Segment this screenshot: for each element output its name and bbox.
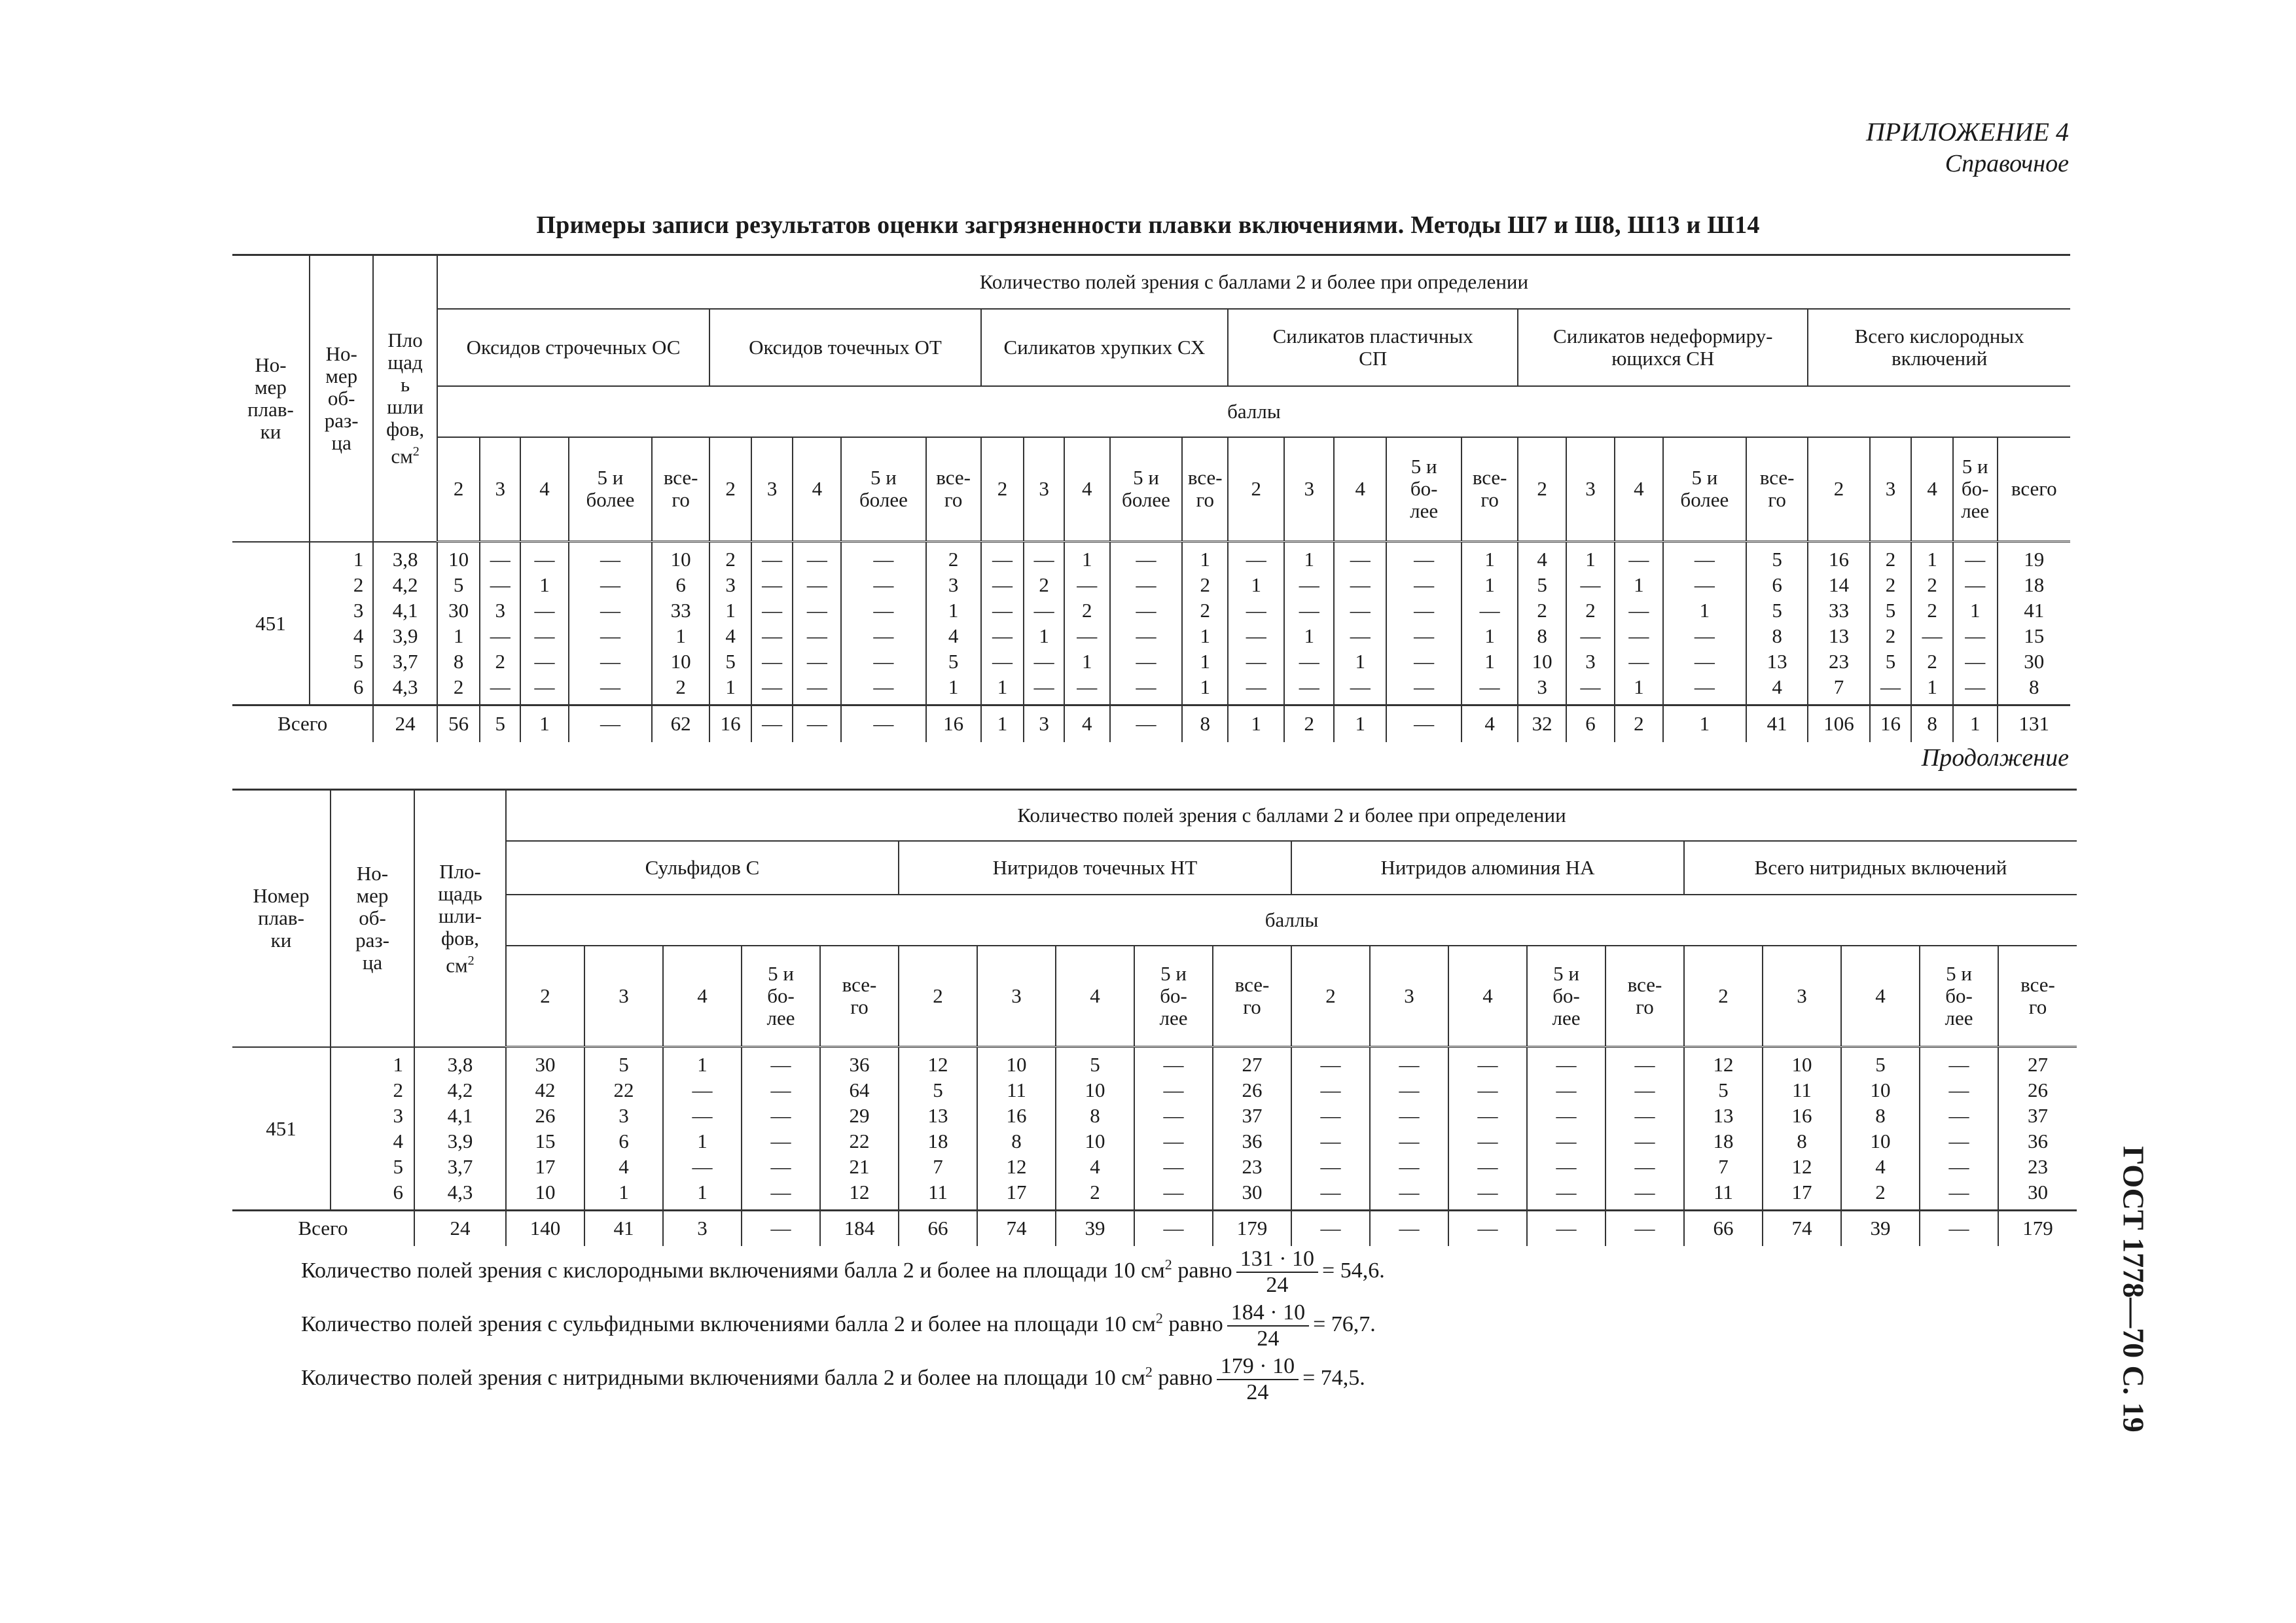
score-column-header: все- го <box>926 437 981 542</box>
side-document-code <box>2094 1142 2173 1436</box>
score-column-header: 5 и бо- лее <box>742 946 820 1047</box>
score-column-header: 3 <box>1024 437 1064 542</box>
data-column-cell: — — — — — — <box>841 542 925 705</box>
data-column-cell: 10 5 30 1 8 2 <box>437 542 480 705</box>
score-column-header: 3 <box>584 946 663 1047</box>
score-column-header: все- го <box>1462 437 1518 542</box>
data-column-cell: 1 — — 1 — — <box>1284 542 1334 705</box>
score-column-header: 2 <box>1228 437 1284 542</box>
score-column-header: 5 и бо- лее <box>1386 437 1462 542</box>
total-value-cell: — <box>1291 1211 1370 1246</box>
total-value-cell: 1 <box>520 705 569 742</box>
total-value-cell: — <box>569 705 652 742</box>
data-column-cell: 27 26 37 36 23 30 <box>1213 1047 1291 1211</box>
sample-number-header: Но- мер об- раз- ца <box>310 255 373 542</box>
table2 <box>232 789 2077 1246</box>
data-column-cell: 19 18 41 15 30 8 <box>1998 542 2070 705</box>
score-column-header: все- го <box>1605 946 1684 1047</box>
total-value-cell: 41 <box>1746 705 1808 742</box>
score-column-header: все- го <box>652 437 709 542</box>
total-value-cell: 1 <box>1334 705 1386 742</box>
total-value-cell: 184 <box>820 1211 899 1246</box>
data-column-cell: — — 3 — 2 — <box>480 542 520 705</box>
total-value-cell: 16 <box>709 705 751 742</box>
data-column-cell: — — — — — — <box>1527 1047 1605 1211</box>
data-column-cell: — — — — — — <box>1448 1047 1527 1211</box>
total-value-cell: 66 <box>1684 1211 1763 1246</box>
scores-header: баллы <box>506 895 2077 946</box>
score-column-header: 5 и бо- лее <box>1920 946 1998 1047</box>
data-column-cell: 1 — 2 — 3 — <box>1566 542 1615 705</box>
section-area-header: Пло- щадь шли- фов, $см^2$ <box>414 790 506 1047</box>
data-column-cell: — 1 — — — — <box>520 542 569 705</box>
inclusion-group-header: Нитридов точечных НТ <box>899 841 1291 895</box>
total-value-cell: 1 <box>1953 705 1998 742</box>
score-column-header: все- го <box>1998 946 2077 1047</box>
note-text: Количество полей зрения с сульфидными включениями балла 2 и более на площади 10 $см^2$ равно <box>301 1310 1223 1336</box>
data-column-cell: 12 5 13 18 7 11 <box>1684 1047 1763 1211</box>
total-value-cell: — <box>1448 1211 1527 1246</box>
calculation-note <box>301 1247 1385 1298</box>
scores-header: баллы <box>437 386 2070 437</box>
data-column-cell: 2 3 1 4 5 1 <box>709 542 751 705</box>
score-column-header: 5 и бо- лее <box>1953 437 1998 542</box>
total-value-cell: — <box>1370 1211 1448 1246</box>
data-column-cell: 30 42 26 15 17 10 <box>506 1047 584 1211</box>
total-value-cell: 2 <box>1284 705 1334 742</box>
total-area-cell: 24 <box>373 705 437 742</box>
total-value-cell: 2 <box>1615 705 1663 742</box>
note-fraction <box>1236 1247 1318 1298</box>
score-column-header: 2 <box>899 946 977 1047</box>
total-label-cell: Всего <box>232 705 373 742</box>
data-column-cell: — — — — — — <box>1291 1047 1370 1211</box>
fraction-numerator: 184 · 10 <box>1227 1300 1309 1327</box>
side-code-text: ГОСТ 1778—70 С. 19 <box>2117 1146 2151 1433</box>
total-value-cell: 62 <box>652 705 709 742</box>
total-value-cell: — <box>793 705 841 742</box>
total-value-cell: 56 <box>437 705 480 742</box>
data-column-cell: — — — — — — <box>1134 1047 1213 1211</box>
inclusion-group-header: Силикатов хрупких СХ <box>981 309 1228 386</box>
score-column-header: 2 <box>437 437 480 542</box>
total-value-cell: 3 <box>1024 705 1064 742</box>
total-value-cell: 1 <box>1228 705 1284 742</box>
data-column-cell: 1 — 2 — 1 — <box>1064 542 1110 705</box>
data-column-cell: — — — — — — <box>1920 1047 1998 1211</box>
data-column-cell: — — — — — — <box>1605 1047 1684 1211</box>
score-column-header: 2 <box>1808 437 1869 542</box>
data-column-cell: 4 5 2 8 10 3 <box>1518 542 1566 705</box>
score-column-header: 5 и более <box>569 437 652 542</box>
total-value-cell: 16 <box>926 705 981 742</box>
appendix-header <box>1866 116 2069 179</box>
data-column-cell: — — — — — — <box>793 542 841 705</box>
score-column-header: 2 <box>1291 946 1370 1047</box>
inclusion-group-header: Силикатов пластичных СП <box>1228 309 1518 386</box>
score-column-header: 3 <box>751 437 793 542</box>
data-column-cell: — — 1 — — — <box>1663 542 1746 705</box>
data-column-cell: 2 2 5 2 5 — <box>1870 542 1912 705</box>
total-value-cell: 74 <box>977 1211 1056 1246</box>
data-column-cell: 10 11 16 8 12 17 <box>1763 1047 1841 1211</box>
melt-number-cell: 451 <box>232 542 310 705</box>
sample-number-header: Но- мер об- раз- ца <box>331 790 414 1047</box>
total-value-cell: 8 <box>1182 705 1228 742</box>
score-column-header: 3 <box>1566 437 1615 542</box>
data-column-cell: 2 3 1 4 5 1 <box>926 542 981 705</box>
data-column-cell: — — 1 — — — <box>1953 542 1998 705</box>
sample-numbers-cell: 1 2 3 4 5 6 <box>310 542 373 705</box>
fraction-denominator: 24 <box>1246 1380 1269 1404</box>
data-column-cell: 5 10 8 10 4 2 <box>1056 1047 1134 1211</box>
score-column-header: всего <box>1998 437 2070 542</box>
fields-count-group-header: Количество полей зрения с баллами 2 и более при определении <box>437 255 2070 309</box>
total-value-cell: 39 <box>1841 1211 1920 1246</box>
section-areas-cell: 3,8 4,2 4,1 3,9 3,7 4,3 <box>373 542 437 705</box>
score-column-header: 2 <box>709 437 751 542</box>
data-column-cell: 1 — — 1 — 1 <box>663 1047 742 1211</box>
score-column-header: 5 и более <box>1110 437 1183 542</box>
note-result: = 76,7. <box>1313 1311 1376 1336</box>
total-value-cell: 1 <box>1663 705 1746 742</box>
total-value-cell: — <box>1605 1211 1684 1246</box>
data-column-cell: — — — — 1 — <box>1334 542 1386 705</box>
total-value-cell: 3 <box>663 1211 742 1246</box>
data-column-cell: — — — — — — <box>742 1047 820 1211</box>
total-value-cell: — <box>1134 1211 1213 1246</box>
total-value-cell: 66 <box>899 1211 977 1246</box>
data-column-cell: — 1 — — — 1 <box>1615 542 1663 705</box>
total-label-cell: Всего <box>232 1211 414 1246</box>
data-column-cell: — — — — — — <box>751 542 793 705</box>
fraction-denominator: 24 <box>1266 1273 1289 1297</box>
inclusion-group-header: Силикатов недеформиру- ющихся СН <box>1518 309 1808 386</box>
score-column-header: все- го <box>1746 437 1808 542</box>
total-value-cell: 74 <box>1763 1211 1841 1246</box>
score-column-header: 2 <box>506 946 584 1047</box>
score-column-header: все- го <box>1182 437 1228 542</box>
sample-numbers-cell: 1 2 3 4 5 6 <box>331 1047 414 1211</box>
score-column-header: 3 <box>1870 437 1912 542</box>
data-column-cell: 5 22 3 6 4 1 <box>584 1047 663 1211</box>
total-value-cell: 179 <box>1998 1211 2077 1246</box>
data-column-cell: — — — — — 1 <box>981 542 1024 705</box>
total-value-cell: 1 <box>981 705 1024 742</box>
inclusion-group-header: Нитридов алюминия НА <box>1291 841 1684 895</box>
data-column-cell: 36 64 29 22 21 12 <box>820 1047 899 1211</box>
score-column-header: все- го <box>1213 946 1291 1047</box>
calculation-note <box>301 1300 1376 1351</box>
document-title: Примеры записи результатов оценки загрязненности плавки включениями. Методы Ш7 и Ш8, Ш13 и Ш14 <box>536 211 1760 239</box>
score-column-header: все- го <box>820 946 899 1047</box>
note-fraction <box>1217 1354 1299 1405</box>
inclusion-group-header: Оксидов точечных ОТ <box>709 309 980 386</box>
inclusion-group-header: Всего нитридных включений <box>1684 841 2077 895</box>
total-value-cell: 6 <box>1566 705 1615 742</box>
score-column-header: 4 <box>663 946 742 1047</box>
score-column-header: 3 <box>480 437 520 542</box>
score-column-header: 3 <box>1763 946 1841 1047</box>
total-value-cell: — <box>1527 1211 1605 1246</box>
total-value-cell: — <box>1386 705 1462 742</box>
total-value-cell: 8 <box>1911 705 1953 742</box>
score-column-header: 4 <box>1615 437 1663 542</box>
data-column-cell: 1 2 2 1 1 1 <box>1182 542 1228 705</box>
section-areas-cell: 3,8 4,2 4,1 3,9 3,7 4,3 <box>414 1047 506 1211</box>
score-column-header: 2 <box>1518 437 1566 542</box>
note-text: Количество полей зрения с нитридными включениями балла 2 и более на площади 10 $см^2$ равно <box>301 1363 1213 1390</box>
total-value-cell: 4 <box>1462 705 1518 742</box>
total-value-cell: 131 <box>1998 705 2070 742</box>
calculation-note <box>301 1354 1365 1405</box>
total-value-cell: — <box>751 705 793 742</box>
total-value-cell: 41 <box>584 1211 663 1246</box>
fraction-denominator: 24 <box>1257 1327 1280 1351</box>
data-column-cell: 12 5 13 18 7 11 <box>899 1047 977 1211</box>
data-column-cell: — — — — — — <box>1110 542 1183 705</box>
score-column-header: 5 и более <box>841 437 925 542</box>
total-value-cell: 4 <box>1064 705 1110 742</box>
total-area-cell: 24 <box>414 1211 506 1246</box>
score-column-header: 2 <box>981 437 1024 542</box>
inclusion-group-header: Оксидов строчечных ОС <box>437 309 709 386</box>
section-area-header: Пло щад ь шли фов, $см^2$ <box>373 255 437 542</box>
total-value-cell: — <box>1110 705 1183 742</box>
table1 <box>232 254 2070 742</box>
note-result: = 54,6. <box>1322 1258 1385 1283</box>
score-column-header: 4 <box>1841 946 1920 1047</box>
data-column-cell: 16 14 33 13 23 7 <box>1808 542 1869 705</box>
score-column-header: 3 <box>977 946 1056 1047</box>
note-text: Количество полей зрения с кислородными включениями балла 2 и более на площади 10 $см^2$ равно <box>301 1256 1232 1283</box>
total-value-cell: 179 <box>1213 1211 1291 1246</box>
data-column-cell: — 2 — 1 — — <box>1024 542 1064 705</box>
score-column-header: 3 <box>1284 437 1334 542</box>
score-column-header: 4 <box>1334 437 1386 542</box>
melt-number-cell: 451 <box>232 1047 331 1211</box>
fraction-numerator: 179 · 10 <box>1217 1354 1299 1380</box>
score-column-header: 4 <box>1911 437 1953 542</box>
note-fraction <box>1227 1300 1309 1351</box>
data-column-cell: — — — — — — <box>1370 1047 1448 1211</box>
total-value-cell: 140 <box>506 1211 584 1246</box>
total-value-cell: 16 <box>1870 705 1912 742</box>
continuation-label: Продолжение <box>1921 744 2069 772</box>
appendix-reference: Справочное <box>1945 150 2069 177</box>
score-column-header: 4 <box>1448 946 1527 1047</box>
data-column-cell: 1 1 — 1 1 — <box>1462 542 1518 705</box>
score-column-header: 5 и бо- лее <box>1527 946 1605 1047</box>
data-column-cell: 27 26 37 36 23 30 <box>1998 1047 2077 1211</box>
data-column-cell: — 1 — — — — <box>1228 542 1284 705</box>
appendix-number: ПРИЛОЖЕНИЕ 4 <box>1866 117 2069 147</box>
fraction-numerator: 131 · 10 <box>1236 1247 1318 1273</box>
data-column-cell: 1 2 2 — 2 1 <box>1911 542 1953 705</box>
score-column-header: 3 <box>1370 946 1448 1047</box>
total-value-cell: 32 <box>1518 705 1566 742</box>
total-value-cell: 5 <box>480 705 520 742</box>
score-column-header: 5 и более <box>1663 437 1746 542</box>
inclusion-group-header: Сульфидов С <box>506 841 899 895</box>
total-value-cell: 106 <box>1808 705 1869 742</box>
melt-number-header: Но- мер плав- ки <box>232 255 310 542</box>
score-column-header: 4 <box>793 437 841 542</box>
data-column-cell: 10 11 16 8 12 17 <box>977 1047 1056 1211</box>
total-value-cell: — <box>742 1211 820 1246</box>
data-column-cell: — — — — — — <box>1386 542 1462 705</box>
total-value-cell: — <box>1920 1211 1998 1246</box>
total-value-cell: 39 <box>1056 1211 1134 1246</box>
total-value-cell: — <box>841 705 925 742</box>
score-column-header: 4 <box>1064 437 1110 542</box>
score-column-header: 2 <box>1684 946 1763 1047</box>
note-result: = 74,5. <box>1302 1365 1365 1390</box>
score-column-header: 4 <box>1056 946 1134 1047</box>
melt-number-header: Номер плав- ки <box>232 790 331 1047</box>
data-column-cell: 5 6 5 8 13 4 <box>1746 542 1808 705</box>
inclusion-group-header: Всего кислородных включений <box>1808 309 2070 386</box>
score-column-header: 5 и бо- лее <box>1134 946 1213 1047</box>
data-column-cell: — — — — — — <box>569 542 652 705</box>
score-column-header: 4 <box>520 437 569 542</box>
fields-count-group-header: Количество полей зрения с баллами 2 и более при определении <box>506 790 2077 841</box>
data-column-cell: 5 10 8 10 4 2 <box>1841 1047 1920 1211</box>
data-column-cell: 10 6 33 1 10 2 <box>652 542 709 705</box>
